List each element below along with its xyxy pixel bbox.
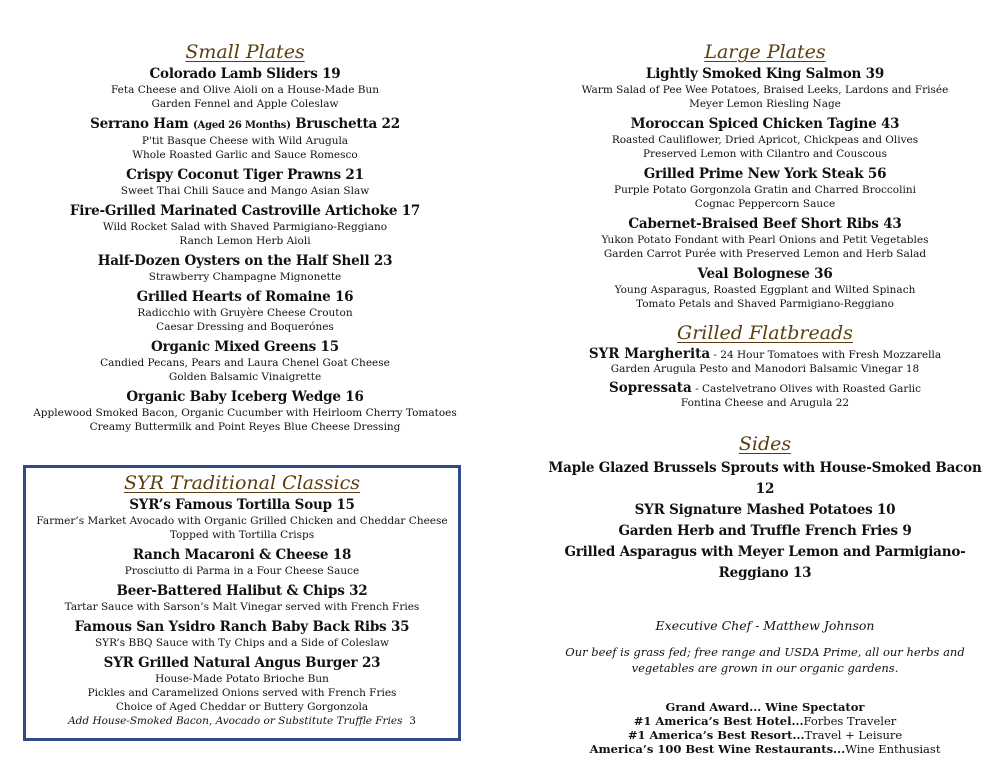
- menu-item: [30, 289, 460, 334]
- item-name: Fire-Grilled Marinated Castroville Artichoke 17: [69, 203, 421, 219]
- classics-section: [26, 471, 458, 733]
- item-desc: Topped with Tortilla Crisps: [169, 529, 315, 541]
- item-desc: Wild Rocket Salad with Shaved Parmigiano-Reggiano: [102, 221, 388, 233]
- large-plates-title: Large Plates: [704, 41, 826, 63]
- item-desc: Prosciutto di Parma in a Four Cheese Sauce: [124, 565, 360, 577]
- addon-price: 3: [409, 715, 416, 727]
- item-desc: House-Made Potato Brioche Bun: [155, 673, 329, 685]
- item-name: Veal Bolognese 36: [697, 266, 833, 282]
- item-name: SYR Grilled Natural Angus Burger 23: [103, 655, 381, 671]
- award-title: #1 America’s Best Resort...: [627, 728, 805, 742]
- item-desc: Preserved Lemon with Cilantro and Couscous: [643, 148, 887, 160]
- flatbread-item: [540, 347, 990, 376]
- award-line: [540, 700, 990, 714]
- item-name-note: (Aged 26 Months): [192, 120, 291, 131]
- menu-item: [26, 655, 458, 728]
- sides-title: Sides: [738, 433, 792, 455]
- item-desc: Golden Balsamic Vinaigrette: [168, 371, 322, 383]
- item-desc: - Castelvetrano Olives with Roasted Garlic: [691, 383, 922, 395]
- flatbread-item: [540, 381, 990, 410]
- item-name: Grilled Hearts of Romaine 16: [136, 289, 354, 305]
- award-source: Travel + Leisure: [804, 728, 903, 742]
- item-desc: Yukon Potato Fondant with Pearl Onions and Petit Vegetables: [601, 234, 929, 246]
- side-item: SYR Signature Mashed Potatoes 10: [634, 502, 896, 518]
- side-item: Maple Glazed Brussels Sprouts with House-Smoked Bacon 12: [548, 460, 982, 497]
- menu-item: [30, 339, 460, 384]
- menu-item: [30, 116, 460, 162]
- menu-item: [26, 583, 458, 614]
- menu-item: [540, 116, 990, 161]
- item-desc: Strawberry Champagne Mignonette: [148, 271, 342, 283]
- item-desc: Roasted Cauliflower, Dried Apricot, Chickpeas and Olives: [611, 134, 919, 146]
- addon-text: Add House-Smoked Bacon, Avocado or Substitute Truffle Fries: [68, 715, 403, 727]
- item-name: Colorado Lamb Sliders 19: [149, 66, 341, 82]
- award-source: Wine Enthusiast: [845, 742, 941, 756]
- item-name: [30, 116, 460, 134]
- item-desc: Cognac Peppercorn Sauce: [694, 198, 836, 210]
- item-desc: Creamy Buttermilk and Point Reyes Blue Cheese Dressing: [89, 421, 401, 433]
- item-desc: - 24 Hour Tomatoes with Fresh Mozzarella: [710, 349, 942, 361]
- item-name: Ranch Macaroni & Cheese 18: [132, 547, 352, 563]
- award-line: [540, 742, 990, 756]
- flatbread-line: [540, 347, 990, 362]
- menu-item: [26, 497, 458, 542]
- item-desc: Ranch Lemon Herb Aioli: [179, 235, 311, 247]
- item-desc: Purple Potato Gorgonzola Gratin and Charred Broccolini: [614, 184, 916, 196]
- executive-chef: Executive Chef - Matthew Johnson: [655, 618, 875, 633]
- item-desc: Whole Roasted Garlic and Sauce Romesco: [132, 149, 358, 161]
- item-desc: Feta Cheese and Olive Aioli on a House-Made Bun: [110, 84, 380, 96]
- item-name: SYR’s Famous Tortilla Soup 15: [129, 497, 355, 513]
- menu-item: [540, 216, 990, 261]
- menu-item: [26, 547, 458, 578]
- menu-item: [30, 253, 460, 284]
- item-name: Lightly Smoked King Salmon 39: [645, 66, 885, 82]
- classics-title: SYR Traditional Classics: [124, 472, 360, 494]
- menu-item: [30, 203, 460, 248]
- item-name: SYR Margherita: [588, 346, 711, 362]
- award-source: Forbes Traveler: [803, 714, 897, 728]
- menu-item: [30, 389, 460, 434]
- awards-list: [540, 700, 990, 756]
- flatbread-line: [540, 381, 990, 396]
- item-desc: Garden Fennel and Apple Coleslaw: [151, 98, 339, 110]
- item-name: Organic Mixed Greens 15: [151, 339, 339, 355]
- right-column: [540, 40, 990, 756]
- flatbreads-title: Grilled Flatbreads: [677, 322, 853, 344]
- item-name: Organic Baby Iceberg Wedge 16: [126, 389, 364, 405]
- award-title: America’s 100 Best Wine Restaurants...: [589, 742, 846, 756]
- menu-item: [26, 619, 458, 650]
- item-desc: Choice of Aged Cheddar or Buttery Gorgonzola: [115, 701, 369, 713]
- item-desc: P'tit Basque Cheese with Wild Arugula: [141, 135, 349, 147]
- small-plates-section: [30, 40, 460, 439]
- menu-item: [540, 266, 990, 311]
- item-name: Cabernet-Braised Beef Short Ribs 43: [628, 216, 902, 232]
- item-desc: Garden Carrot Purée with Preserved Lemon and Herb Salad: [603, 248, 927, 260]
- item-desc: Sweet Thai Chili Sauce and Mango Asian Slaw: [120, 185, 370, 197]
- item-name: Famous San Ysidro Ranch Baby Back Ribs 35: [74, 619, 410, 635]
- item-desc: Applewood Smoked Bacon, Organic Cucumber with Heirloom Cherry Tomatoes: [33, 407, 457, 419]
- side-item: Grilled Asparagus with Meyer Lemon and Parmigiano-Reggiano 13: [564, 544, 966, 581]
- item-desc: Tomato Petals and Shaved Parmigiano-Reggiano: [636, 298, 894, 310]
- item-desc: Candied Pecans, Pears and Laura Chenel Goat Cheese: [100, 357, 390, 369]
- item-desc: Farmer’s Market Avocado with Organic Grilled Chicken and Cheddar Cheese: [36, 515, 448, 527]
- menu-item: [30, 66, 460, 111]
- item-name-part: Bruschetta 22: [290, 116, 400, 132]
- item-desc: Fontina Cheese and Arugula 22: [680, 397, 850, 409]
- item-desc: Pickles and Caramelized Onions served with French Fries: [87, 687, 397, 699]
- item-name: Moroccan Spiced Chicken Tagine 43: [630, 116, 900, 132]
- award-line: [540, 714, 990, 728]
- small-plates-title: Small Plates: [185, 41, 305, 63]
- award-title: #1 America’s Best Hotel...: [633, 714, 804, 728]
- award-title: Grand Award... Wine Spectator: [665, 700, 865, 714]
- side-item: Garden Herb and Truffle French Fries 9: [618, 523, 912, 539]
- item-desc: Young Asparagus, Roasted Eggplant and Wilted Spinach: [614, 284, 916, 296]
- item-desc: SYR’s BBQ Sauce with Ty Chips and a Side of Coleslaw: [94, 637, 390, 649]
- item-desc: Meyer Lemon Riesling Nage: [689, 98, 841, 110]
- menu-item: [540, 66, 990, 111]
- item-name: Sopressata: [608, 380, 692, 396]
- item-addon: [26, 714, 458, 728]
- item-name-part: Serrano Ham: [90, 116, 193, 132]
- menu-item: [30, 167, 460, 198]
- sourcing-note: Our beef is grass fed; free range and USDA Prime, all our herbs and vegetables are grown in our organic gardens.: [565, 645, 965, 675]
- item-desc: Caesar Dressing and Boquerónes: [156, 321, 334, 333]
- item-name: Crispy Coconut Tiger Prawns 21: [126, 167, 364, 183]
- item-desc: Tartar Sauce with Sarson’s Malt Vinegar served with French Fries: [64, 601, 420, 613]
- item-name: Grilled Prime New York Steak 56: [643, 166, 887, 182]
- award-line: [540, 728, 990, 742]
- item-desc: Warm Salad of Pee Wee Potatoes, Braised Leeks, Lardons and Frisée: [581, 84, 949, 96]
- item-desc: Garden Arugula Pesto and Manodori Balsamic Vinegar 18: [610, 363, 920, 375]
- item-desc: Radicchio with Gruyère Cheese Crouton: [137, 307, 353, 319]
- item-name: Beer-Battered Halibut & Chips 32: [116, 583, 368, 599]
- menu-item: [540, 166, 990, 211]
- item-name: Half-Dozen Oysters on the Half Shell 23: [97, 253, 393, 269]
